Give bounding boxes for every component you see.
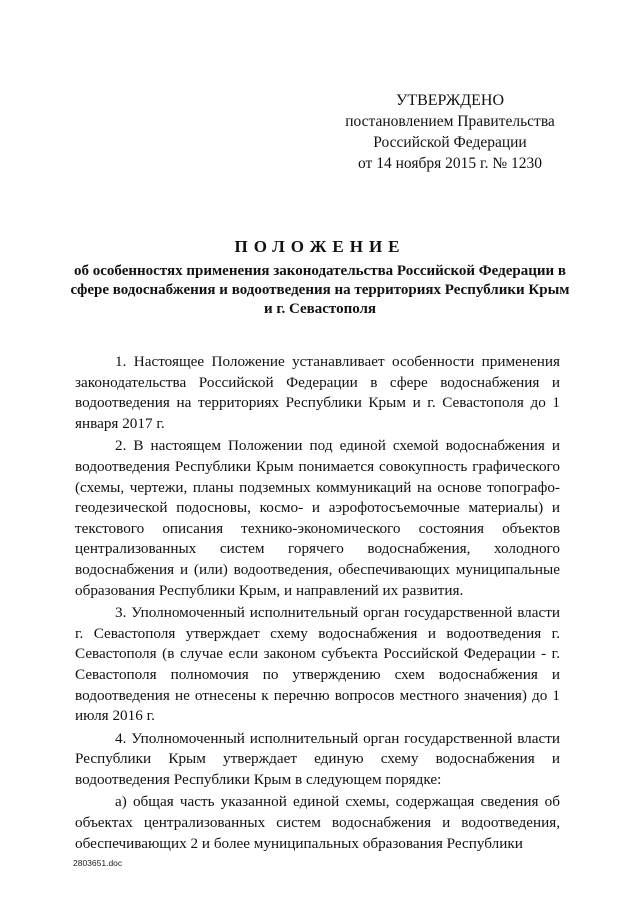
document-title: ПОЛОЖЕНИЕ <box>234 237 406 256</box>
paragraph-3: 3. Уполномоченный исполнительный орган государственной власти г. Севастополя утверждает схему водоснабжения и водоотведения г. Севастополя (в случае если законом субъекта Российской Федерации - г. Севастополя полномочия по утверждению схем водоснабжения и водоотведения не отнесены к перечню вопросов местного значения) до 1 июля 2016 г. <box>75 604 560 725</box>
paragraph-1: 1. Настоящее Положение устанавливает особенности применения законодательства Российской Федерации в сфере водоснабжения и водоотведения на территориях Республики Крым и г. Севастополя до 1 января 2017 г. <box>75 353 560 432</box>
paragraph-2: 2. В настоящем Положении под единой схемой водоснабжения и водоотведения Республики Крым понимается совокупность графического (схемы, чертежи, планы подземных коммуникаций на основе топографо-геодезической подосновы, космо- и аэрофотосъемочные материалы) и текстового описания технико-экономического состояния объектов централизованных систем горячего водоснабжения, холодного водоснабжения и (или) водоотведения, обеспечивающих муниципальные образования Республики Крым, и направлений их развития. <box>75 437 560 599</box>
approval-line: Российской Федерации <box>373 134 527 151</box>
approval-title: УТВЕРЖДЕНО <box>395 92 504 109</box>
paragraph-4: 4. Уполномоченный исполнительный орган государственной власти Республики Крым утверждает единую схему водоснабжения и водоотведения Республики Крым в следующем порядке: <box>75 729 560 788</box>
document-subtitle: об особенностях применения законодательства Российской Федерации в сфере водоснабжения и водоотведения на территориях Республики Крым и г. Севастополя <box>70 263 570 317</box>
paragraph-4a: а) общая часть указанной единой схемы, содержащая сведения об объектах централизованных систем водоснабжения и водоотведения, обеспечивающих 2 и более муниципальных образования Республики <box>75 793 560 852</box>
document-body <box>75 352 560 856</box>
file-code: 2803651.doc <box>73 858 123 868</box>
approval-line: постановлением Правительства <box>345 113 555 130</box>
approval-block <box>340 90 560 174</box>
approval-date-number: от 14 ноября 2015 г. № 1230 <box>358 155 542 172</box>
